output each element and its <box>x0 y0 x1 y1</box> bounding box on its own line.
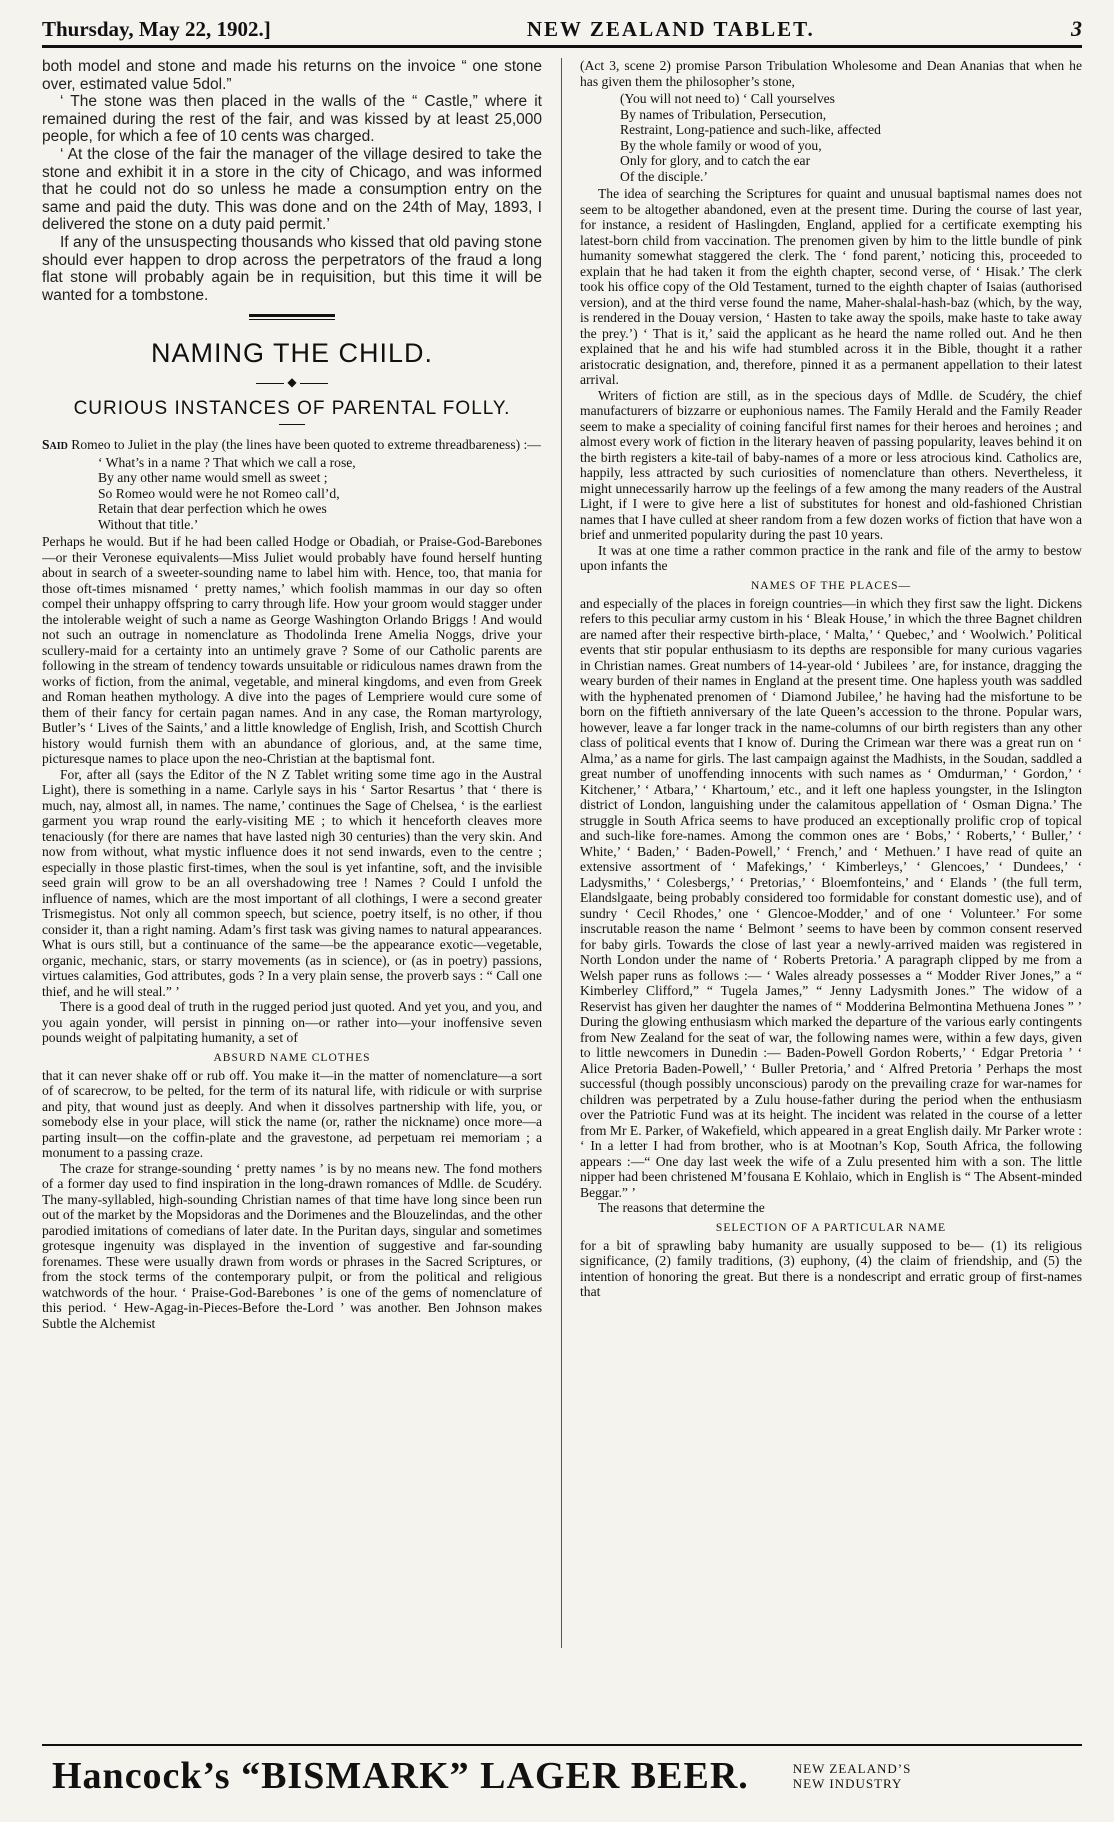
paper-name: NEW ZEALAND TABLET. <box>526 17 815 41</box>
body-paragraph: for a bit of sprawling baby humanity are usually supposed to be— (1) its religious significance, (2) family traditions, (3) euphony, (4) the claim of friendship, and (5) the intention of honoring the great. But there is a nondescript and erratic group of first-names that <box>580 1237 1082 1299</box>
section-heading-selection: SELECTION OF A PARTICULAR NAME <box>715 1221 947 1234</box>
section-heading-places: NAMES OF THE PLACES— <box>750 579 912 592</box>
advert-tagline <box>793 1761 912 1791</box>
body-paragraph: and especially of the places in foreign countries—in which they first saw the light. Dickens refers to this peculiar army custom in his ‘ Bleak House,’ in which the three Bagnet children are named after their respective birth-place, ‘ Malta,’ ‘ Quebec,’ and ‘ Woolwich.’ Political events that stir popular enthusiasm to its depths are responsible for many curious vagaries in Christian names. Great numbers of 14-year-old ‘ Jubilees ’ are, for instance, dragging the weary burden of their names in England at the present time. One hapless youth was saddled with the hyphenated prenomen of ‘ Diamond Jubilee,’ he having had the misfortune to be born on the fiftieth anniversary of the late Queen’s accession to the throne. Popular wars, however, leave a far longer track in the name-columns of our birth registers than any other class of political events that I know of. During the Crimean war there was a great run on ‘ Alma,’ as a name for girls. The last campaign against the Madhists, in the Soudan, saddled a great number of unoffending innocents with such names as ‘ Omdurman,’ ‘ Gordon,’ ‘ Kitchener,’ ‘ Atbara,’ ‘ Khartoum,’ etc., and it left one hapless youngster, in the Islington district of London, languishing under the calamitous appellation of ‘ Osman Digna.’ The struggle in South Africa seems to have produced an exceptionally prolific crop of topical and such-like fore-names. Among the common ones are ‘ Bobs,’ ‘ Roberts,’ ‘ Buller,’ ‘ White,’ ‘ Baden,’ ‘ Baden-Powell,’ ‘ French,’ and ‘ Methuen.’ I have read of quite an extensive assortment of ‘ Mafekings,’ ‘ Kimberleys,’ ‘ Glencoes,’ ‘ Dundees,’ ‘ Ladysmiths,’ ‘ Colesbergs,’ ‘ Pretorias,’ ‘ Bloemfonteins,’ and ‘ Elands ’ (the full term, Elandslgaate, being probably considered too formidable for constant domestic use), and of sundry ‘ Cecil Rhodes,’ one ‘ Glencoe-Modder,’ and of one ‘ Volunteer.’ For some inscrutable reason the name ‘ Belmont ’ seems to have been by common consent reserved for baby girls. Towards the close of last year a newly-arrived maiden was registered in North London under the name of ‘ Roberts Pretoria.’ A paragraph clipped by me from a Welsh paper runs as follows :— ‘ Wales already possesses a “ Modder River Jones,” a “ Kimberley Clifford,” “ Tugela James,” “ Jenny Ladysmith Jones.” The widow of a Reservist has given her daughter the names of “ Modderina Belmontina Methuena Jones ” ’ During the glowing enthusiasm which marked the departure of the various early contingents from New Zealand for the seat of war, the following names were, within a few days, given to little newcomers in Dunedin :— Baden-Powell Gordon Roberts,’ ‘ Edgar Pretoria ’ ‘ Alice Pretoria Baden-Powell,’ ‘ Buller Pretoria,’ and ‘ Alfred Pretoria ’ Perhaps the most successful (though possibly unconscious) parody on the prevailing craze for war-names for children was perpetrated by a Zulu house-father during the period when the enthusiasm over the Patriotic Fund was at its height. The incident was related in the course of a letter from Mr E. Parker, of Wakefield, which appeared in a great English daily. Mr Parker wrote : ‘ In a letter I had from brother, who is at Mootnan’s Kop, South Africa, the following appears :—“ One day last week the wife of a Zulu presented him with a son. The little nipper had been christened M’fousana E Kohlaio, which in English is “ The Absent-minded Beggar.” ’ <box>580 595 1082 1200</box>
lead-text: Romeo to Juliet in the play (the lines have been quoted to extreme threadbareness) :— <box>67 437 541 453</box>
verse-line: Without that title.’ <box>98 516 199 532</box>
body-paragraph: The craze for strange-sounding ‘ pretty names ’ is by no means new. The fond mothers of a former day used to find inspiration in the long-drawn romances of Mdlle. de Scudéry. The many-syllabled, high-sounding Christian names of that time have long since been run out of the market by the Mopsidoras and the Dorimenes and the Blouzelindas, and the other parodied imitations of comedians of later date. In the Puritan days, singular and sometimes grotesque ingenuity was displayed in the invention of suggestive and far-sounding forenames. These were usually drawn from words or phrases in the Sacred Scriptures, or from the stock terms of the contemporary pulpit, or from the political and religious watchwords of the hour. ‘ Praise-God-Barebones ’ is one of the gems of nomenclature of this period. ‘ Hew-Agag-in-Pieces-Before the-Lord ’ was another. Ben Johnson makes Subtle the Alchemist <box>42 1160 542 1331</box>
columns <box>42 58 1082 1648</box>
advert-name: Hancock’s “BISMARK” LAGER BEER. <box>52 1755 749 1797</box>
page-number: 3 <box>1070 16 1082 41</box>
verse-line: Only for glory, and to catch the ear <box>620 153 811 168</box>
verse-line: (You will not need to) ‘ Call yourselves <box>620 91 835 106</box>
body-paragraph: It was at one time a rather common practice in the rank and file of the army to bestow upon infants the <box>580 542 1082 573</box>
article-subtitle: CURIOUS INSTANCES OF PARENTAL FOLLY. <box>73 398 511 420</box>
body-paragraph: The reasons that determine the <box>598 1200 765 1215</box>
romeo-verse <box>98 455 542 533</box>
body-paragraph: For, after all (says the Editor of the N Z Tablet writing some time ago in the Austral Light), there is something in a name. Carlyle says in his ‘ Sartor Resartus ’ that ‘ there is much, nay, almost all, in names. The name,’ continues the Sage of Chelsea, ‘ is the earliest garment you wrap round the early-visiting ME ; to which it henceforth cleaves more tenaciously (for there are names that have lasted nigh 30 centuries) than the very skin. And now from without, what mystic influence does it not send inwards, even to the centre ; especially in those plastic first-times, when the soul is yet infantine, soft, and the invisible seed grain will grow to be an all overshadowing tree ! Names ? Could I unfold the influence of names, which are the most important of all clothings, I were a second greater Trismegistus. Not only all common speech, but science, poetry itself, is no other, if thou consider it, than a right naming. Adam’s first task was giving names to natural appearances. What is ours still, but a continuance of the same—be the appearance exotic—vegetable, organic, mechanic, stars, or starry movements (as in science), or (as in poetry) passions, virtues calamities, God attributes, gods ? In a very plain sense, the proverb says : “ Call one thief, and he will steal.” ’ <box>42 766 542 999</box>
section-rule <box>249 314 335 320</box>
verse-line: By any other name would smell as sweet ; <box>98 470 328 486</box>
intro-paragraph: If any of the unsuspecting thousands who kissed that old paving stone should ever happen to drop across the perpetrators of the fraud a long flat stone will probably again be in requisition, but this time it will be wanted for a tombstone. <box>42 233 542 304</box>
verse-line: Restraint, Long-patience and such-like, affected <box>620 122 881 137</box>
article-title: NAMING THE CHILD. <box>150 338 434 369</box>
advert-tag-line: NEW INDUSTRY <box>792 1776 903 1791</box>
verse-line: By names of Tribulation, Persecution, <box>620 106 827 122</box>
verse-line: ‘ What’s in a name ? That which we call a rose, <box>98 454 356 470</box>
lead-word: Said <box>42 437 68 453</box>
verse-line: By the whole family or wood of you, <box>620 137 822 153</box>
body-paragraph: The idea of searching the Scriptures for quaint and unusual baptismal names does not seem to be altogether abandoned, even at the present time. During the course of last year, for instance, a resident of Haslingden, England, applied for a certificate exempting his latest-born child from vaccination. The prenomen given by him to the little bundle of pink humanity somewhat staggered the clerk. The ‘ fond parent,’ noticing this, proceeded to explain that he had taken it from the eighth chapter, second verse, of ‘ Hisak.’ The clerk took his office copy of the Old Testament, turned to the eighth chapter of Isaias (authorised version), and at the third verse found the name, Maher-shalal-hash-baz (which, by the way, is rendered in the Douay version, ‘ Hasten to take away the spoils, make haste to take away the prey.’) ‘ That is it,’ said the applicant as he heard the name rolled out. And he then explained that he and his wife had stumbled across it in the Bible, thought it a rather aristocratic designation, and, therefore, pinned it as a permanent appellation to their latest arrival. <box>580 186 1082 387</box>
intro-paragraph: ‘ At the close of the fair the manager of the village desired to take the stone and exhibit it in a store in the city of Chicago, and was informed that he could not do so unless he made a consumption entry on the same and paid the duty. This was done and on the 24th of May, 1893, I delivered the stone on a duty paid permit.’ <box>42 145 542 234</box>
body-paragraph: Writers of fiction are still, as in the specious days of Mdlle. de Scudéry, the chief manufacturers of bizzarre or euphonious names. The Family Herald and the Family Reader seem to make a speciality of coining fanciful first names for their heroes and heroines ; and almost every work of fiction in the literary heaven of passing popularity, leaves behind it on the birth registers a kite-tail of baby-names of a more or less atrocious kind. Catholics are, happily, less attracted by such curiosities of nomenclature than others. Nevertheless, it might unnecessarily harrow up the feelings of a few among the many readers of the Austral Light, if I were to give here a list of substitutes for honest and old-fashioned Christian names that I have culled at sheer random from a few dozen works of fiction that have won a brief and unmerited popularity during the past 10 years. <box>580 387 1082 542</box>
verse-line: So Romeo would were he not Romeo call’d, <box>98 485 340 501</box>
verse-line: Of the disciple.’ <box>620 168 708 184</box>
intro-paragraph: ‘ The stone was then placed in the walls of the “ Castle,” where it remained during the rest of the fair, and was kissed by at least 25,000 people, for which a fee of 10 cents was charged. <box>42 93 542 146</box>
body-paragraph: that it can never shake off or rub off. You make it—in the matter of nomenclature—a sort of of scarecrow, to be pelted, for the term of its natural life, with ridicule or with surprise and pity, that wound just as deeply. And when it dissolves partnership with life, you, or somebody else in your place, will stick the name (or, rather the nickname) once more—a parting insult—on the coffin-plate and the gravestone, ad perpetuam rei memoriam ; a monument to a passing craze. <box>42 1067 542 1161</box>
lager-advertisement <box>42 1744 1082 1806</box>
lead-paragraph <box>42 437 542 453</box>
section-heading-absurd: ABSURD NAME CLOTHES <box>213 1051 371 1064</box>
left-column <box>42 58 542 1648</box>
body-paragraph: (Act 3, scene 2) promise Parson Tribulation Wholesome and Dean Ananias that when he has given them the philosopher’s stone, <box>580 58 1082 89</box>
body-paragraph: There is a good deal of truth in the rugged period just quoted. And yet you, and you, and you again yonder, will persist in pinning on—or rather into—your inoffensive seven pounds weight of palpitating humanity, a set of <box>42 999 542 1046</box>
alchemist-verse <box>620 91 1082 184</box>
short-rule <box>279 424 305 425</box>
newspaper-page <box>42 14 1082 1810</box>
verse-line: Retain that dear perfection which he owes <box>98 501 327 517</box>
right-column <box>580 58 1082 1648</box>
issue-date: Thursday, May 22, 1902.] <box>42 17 271 41</box>
advert-tag-line: NEW ZEALAND’S <box>792 1761 912 1776</box>
diamond-divider: ◆ <box>42 375 542 390</box>
masthead <box>42 14 1082 48</box>
body-paragraph: Perhaps he would. But if he had been called Hodge or Obadiah, or Praise-God-Barebones—or their Veronese equivalents—Miss Juliet would probably have found herself hunting about in search of a sweeter-sounding name to label him with. Hence, too, that mania for those oft-times misnamed ‘ pretty names,’ which foolish mammas in our day so often compel their unhappy offspring to carry through life. How your groom would stagger under the intolerable weight of such a name as George Washington Orlando Briggs ! And would not such an outrage in nomenclature as Thodolinda Irene Amelia Noggs, drive your scullery-maid for a certainty into an untimely grave ? Some of our Catholic parents are following in the stream of tendency towards unsuitable or ridiculous names drawn from the works of fiction, from the animal, vegetable, and mineral kingdoms, and even from Greek and Roman heathen mythology. A dive into the pages of Lempriere would cure some of them of their fancy for certain pagan names. And in any case, the Roman martyrology, Butler’s ‘ Lives of the Saints,’ and a little knowledge of English, Irish, and Scottish Church history would furnish them with an abundance of glorious, and, at the same time, picturesque names to place upon the neo-Christian at the baptismal font. <box>42 534 542 767</box>
intro-paragraph: both model and stone and made his returns on the invoice “ one stone over, estimated value 5dol.” <box>42 58 542 93</box>
